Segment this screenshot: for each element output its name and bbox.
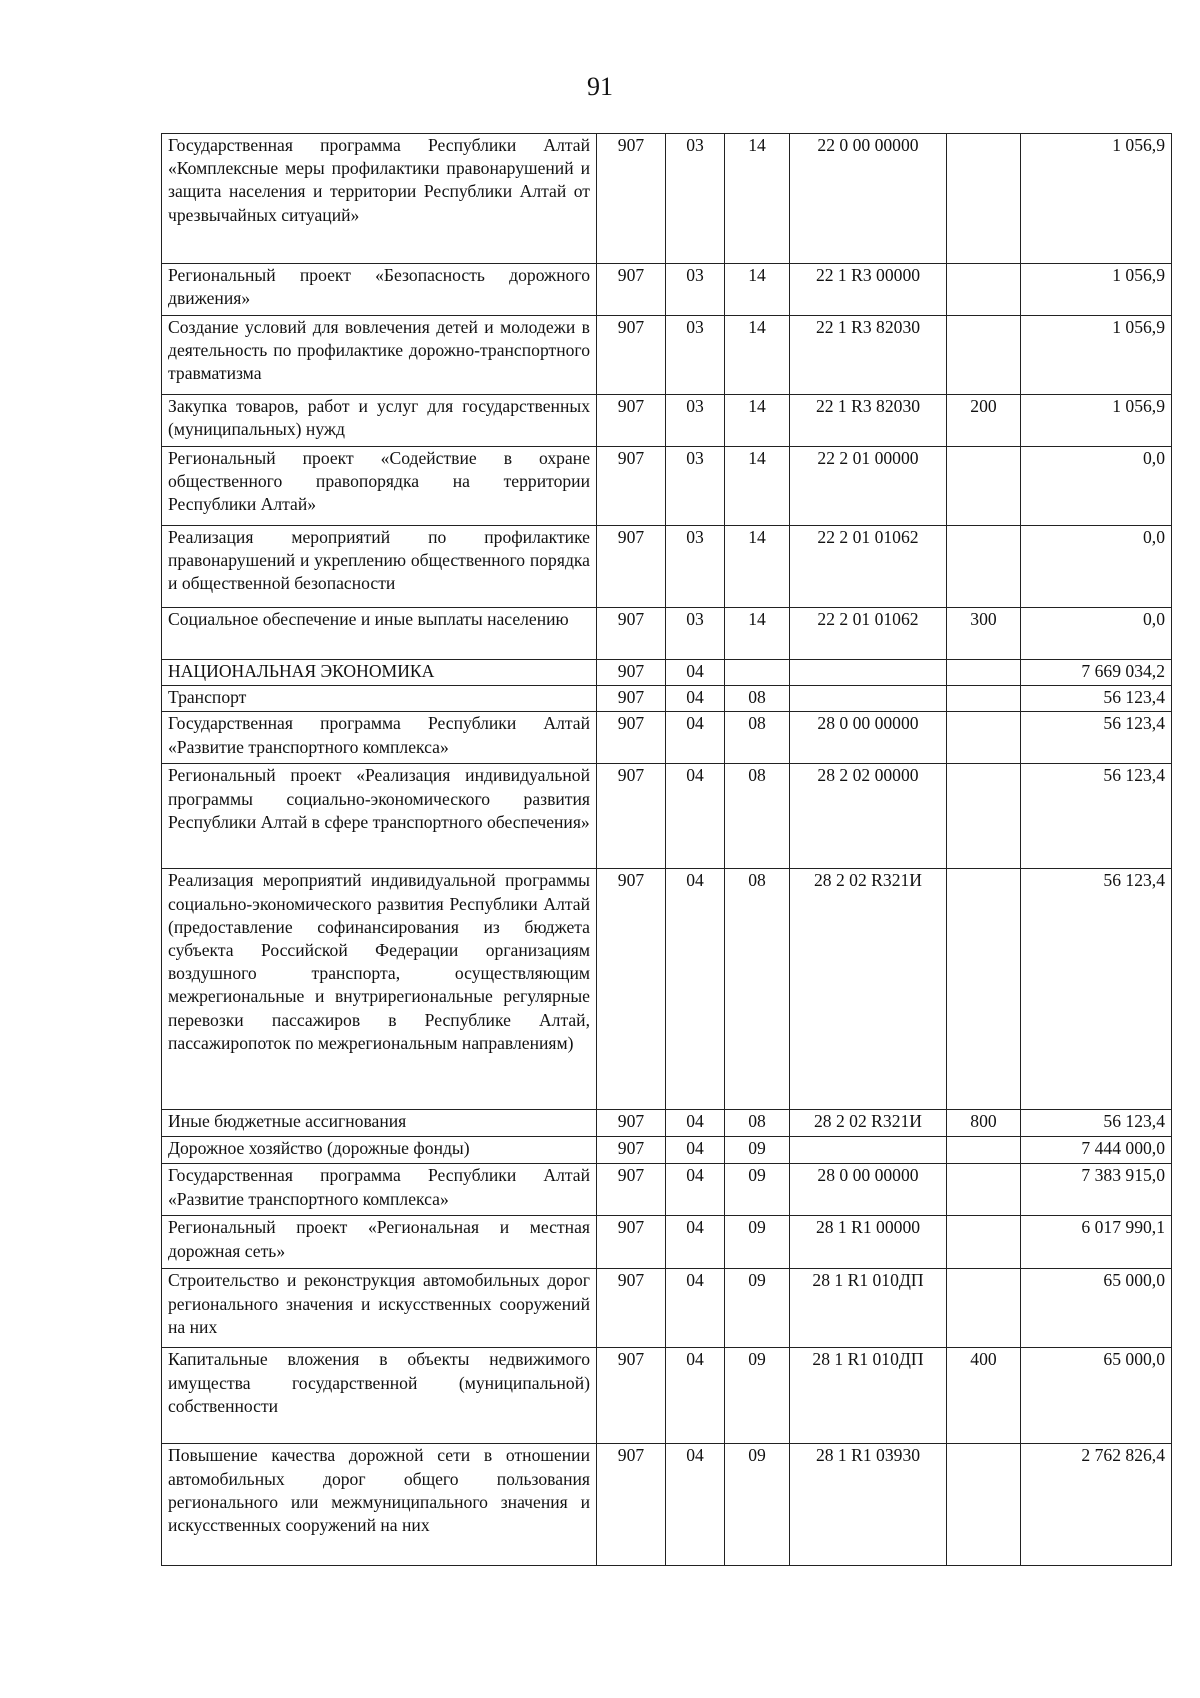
section-code-cell: 04 bbox=[666, 660, 725, 686]
subsection-code-cell: 08 bbox=[725, 764, 790, 869]
row-name-cell: Государственная программа Республики Алтай «Развитие транспортного комплекса» bbox=[162, 1164, 597, 1216]
ministry-code-cell: 907 bbox=[597, 395, 666, 447]
subsection-code-cell: 09 bbox=[725, 1137, 790, 1164]
ministry-code-cell: 907 bbox=[597, 264, 666, 316]
table-row bbox=[162, 316, 1172, 395]
section-code-cell: 04 bbox=[666, 686, 725, 712]
target-item-code-cell: 22 2 01 01062 bbox=[790, 526, 947, 608]
expense-type-code-cell bbox=[947, 1444, 1021, 1566]
target-item-code-cell: 28 2 02 00000 bbox=[790, 764, 947, 869]
target-item-code-cell: 28 1 R1 010ДП bbox=[790, 1269, 947, 1348]
expense-type-code-cell bbox=[947, 869, 1021, 1110]
expense-type-code-cell: 400 bbox=[947, 1348, 1021, 1444]
subsection-code-cell bbox=[725, 660, 790, 686]
section-code-cell: 04 bbox=[666, 1444, 725, 1566]
amount-cell: 56 123,4 bbox=[1021, 686, 1172, 712]
amount-cell: 2 762 826,4 bbox=[1021, 1444, 1172, 1566]
table-row bbox=[162, 1444, 1172, 1566]
subsection-code-cell: 14 bbox=[725, 316, 790, 395]
section-code-cell: 03 bbox=[666, 395, 725, 447]
expense-type-code-cell bbox=[947, 1164, 1021, 1216]
amount-cell: 0,0 bbox=[1021, 447, 1172, 526]
page-number: 91 bbox=[587, 72, 613, 101]
row-name-cell: Региональный проект «Безопасность дорожного движения» bbox=[162, 264, 597, 316]
amount-cell: 56 123,4 bbox=[1021, 1110, 1172, 1137]
expense-type-code-cell bbox=[947, 1216, 1021, 1269]
section-code-cell: 04 bbox=[666, 1164, 725, 1216]
table-row bbox=[162, 764, 1172, 869]
target-item-code-cell: 22 1 R3 00000 bbox=[790, 264, 947, 316]
amount-cell: 56 123,4 bbox=[1021, 712, 1172, 764]
row-name-cell: Региональный проект «Содействие в охране общественного правопорядка на территории Республики Алтай» bbox=[162, 447, 597, 526]
expense-type-code-cell bbox=[947, 686, 1021, 712]
table-row bbox=[162, 1269, 1172, 1348]
row-name-cell: Государственная программа Республики Алтай «Развитие транспортного комплекса» bbox=[162, 712, 597, 764]
section-code-cell: 03 bbox=[666, 526, 725, 608]
target-item-code-cell: 22 2 01 00000 bbox=[790, 447, 947, 526]
subsection-code-cell: 08 bbox=[725, 686, 790, 712]
ministry-code-cell: 907 bbox=[597, 316, 666, 395]
amount-cell: 0,0 bbox=[1021, 526, 1172, 608]
row-name-cell: Закупка товаров, работ и услуг для государственных (муниципальных) нужд bbox=[162, 395, 597, 447]
target-item-code-cell bbox=[790, 660, 947, 686]
subsection-code-cell: 09 bbox=[725, 1164, 790, 1216]
target-item-code-cell: 28 1 R1 010ДП bbox=[790, 1348, 947, 1444]
subsection-code-cell: 14 bbox=[725, 395, 790, 447]
table-row bbox=[162, 608, 1172, 660]
section-code-cell: 04 bbox=[666, 764, 725, 869]
expense-type-code-cell: 800 bbox=[947, 1110, 1021, 1137]
table-row bbox=[162, 134, 1172, 264]
ministry-code-cell: 907 bbox=[597, 1110, 666, 1137]
row-name-cell: Государственная программа Республики Алтай «Комплексные меры профилактики правонарушений и защита населения и территории Республики Алтай от чрезвычайных ситуаций» bbox=[162, 134, 597, 264]
target-item-code-cell: 22 2 01 01062 bbox=[790, 608, 947, 660]
budget-table bbox=[161, 133, 1172, 1566]
table-row bbox=[162, 869, 1172, 1110]
target-item-code-cell: 28 0 00 00000 bbox=[790, 1164, 947, 1216]
target-item-code-cell: 28 0 00 00000 bbox=[790, 712, 947, 764]
target-item-code-cell: 28 1 R1 03930 bbox=[790, 1444, 947, 1566]
subsection-code-cell: 08 bbox=[725, 712, 790, 764]
subsection-code-cell: 14 bbox=[725, 447, 790, 526]
expense-type-code-cell bbox=[947, 526, 1021, 608]
amount-cell: 56 123,4 bbox=[1021, 869, 1172, 1110]
table-row bbox=[162, 660, 1172, 686]
ministry-code-cell: 907 bbox=[597, 660, 666, 686]
expense-type-code-cell: 200 bbox=[947, 395, 1021, 447]
section-code-cell: 03 bbox=[666, 447, 725, 526]
row-name-cell: Транспорт bbox=[162, 686, 597, 712]
expense-type-code-cell bbox=[947, 660, 1021, 686]
row-name-cell: Реализация мероприятий по профилактике правонарушений и укреплению общественного порядка и общественной безопасности bbox=[162, 526, 597, 608]
target-item-code-cell: 28 1 R1 00000 bbox=[790, 1216, 947, 1269]
section-code-cell: 04 bbox=[666, 1269, 725, 1348]
ministry-code-cell: 907 bbox=[597, 134, 666, 264]
table-row bbox=[162, 1216, 1172, 1269]
section-code-cell: 04 bbox=[666, 712, 725, 764]
section-code-cell: 03 bbox=[666, 608, 725, 660]
subsection-code-cell: 14 bbox=[725, 134, 790, 264]
table-row bbox=[162, 1164, 1172, 1216]
subsection-code-cell: 09 bbox=[725, 1269, 790, 1348]
ministry-code-cell: 907 bbox=[597, 1216, 666, 1269]
target-item-code-cell: 22 0 00 00000 bbox=[790, 134, 947, 264]
expense-type-code-cell bbox=[947, 712, 1021, 764]
table-row bbox=[162, 1110, 1172, 1137]
row-name-cell: Строительство и реконструкция автомобильных дорог регионального значения и искусственных сооружений на них bbox=[162, 1269, 597, 1348]
target-item-code-cell bbox=[790, 1137, 947, 1164]
row-name-cell: Дорожное хозяйство (дорожные фонды) bbox=[162, 1137, 597, 1164]
expense-type-code-cell bbox=[947, 264, 1021, 316]
amount-cell: 7 383 915,0 bbox=[1021, 1164, 1172, 1216]
section-code-cell: 03 bbox=[666, 316, 725, 395]
expense-type-code-cell bbox=[947, 316, 1021, 395]
row-name-cell: Иные бюджетные ассигнования bbox=[162, 1110, 597, 1137]
row-name-cell: Повышение качества дорожной сети в отношении автомобильных дорог общего пользования регионального или межмуниципального значения и искусственных сооружений на них bbox=[162, 1444, 597, 1566]
subsection-code-cell: 14 bbox=[725, 264, 790, 316]
amount-cell: 6 017 990,1 bbox=[1021, 1216, 1172, 1269]
table-row bbox=[162, 1348, 1172, 1444]
amount-cell: 7 444 000,0 bbox=[1021, 1137, 1172, 1164]
ministry-code-cell: 907 bbox=[597, 526, 666, 608]
subsection-code-cell: 09 bbox=[725, 1444, 790, 1566]
table-row bbox=[162, 686, 1172, 712]
row-name-cell: НАЦИОНАЛЬНАЯ ЭКОНОМИКА bbox=[162, 660, 597, 686]
section-code-cell: 04 bbox=[666, 1110, 725, 1137]
amount-cell: 1 056,9 bbox=[1021, 264, 1172, 316]
ministry-code-cell: 907 bbox=[597, 764, 666, 869]
table-row bbox=[162, 395, 1172, 447]
amount-cell: 1 056,9 bbox=[1021, 134, 1172, 264]
subsection-code-cell: 08 bbox=[725, 1110, 790, 1137]
table-row bbox=[162, 447, 1172, 526]
target-item-code-cell bbox=[790, 686, 947, 712]
expense-type-code-cell: 300 bbox=[947, 608, 1021, 660]
row-name-cell: Капитальные вложения в объекты недвижимого имущества государственной (муниципальной) собственности bbox=[162, 1348, 597, 1444]
subsection-code-cell: 09 bbox=[725, 1216, 790, 1269]
section-code-cell: 04 bbox=[666, 1216, 725, 1269]
table-row bbox=[162, 712, 1172, 764]
amount-cell: 7 669 034,2 bbox=[1021, 660, 1172, 686]
amount-cell: 65 000,0 bbox=[1021, 1348, 1172, 1444]
ministry-code-cell: 907 bbox=[597, 1348, 666, 1444]
ministry-code-cell: 907 bbox=[597, 712, 666, 764]
ministry-code-cell: 907 bbox=[597, 447, 666, 526]
ministry-code-cell: 907 bbox=[597, 1137, 666, 1164]
section-code-cell: 04 bbox=[666, 1137, 725, 1164]
expense-type-code-cell bbox=[947, 134, 1021, 264]
section-code-cell: 04 bbox=[666, 869, 725, 1110]
expense-type-code-cell bbox=[947, 764, 1021, 869]
table-row bbox=[162, 526, 1172, 608]
table-row bbox=[162, 1137, 1172, 1164]
section-code-cell: 03 bbox=[666, 264, 725, 316]
ministry-code-cell: 907 bbox=[597, 1164, 666, 1216]
expense-type-code-cell bbox=[947, 447, 1021, 526]
section-code-cell: 03 bbox=[666, 134, 725, 264]
subsection-code-cell: 08 bbox=[725, 869, 790, 1110]
amount-cell: 0,0 bbox=[1021, 608, 1172, 660]
amount-cell: 1 056,9 bbox=[1021, 316, 1172, 395]
target-item-code-cell: 28 2 02 R321И bbox=[790, 1110, 947, 1137]
target-item-code-cell: 28 2 02 R321И bbox=[790, 869, 947, 1110]
subsection-code-cell: 14 bbox=[725, 526, 790, 608]
target-item-code-cell: 22 1 R3 82030 bbox=[790, 395, 947, 447]
ministry-code-cell: 907 bbox=[597, 608, 666, 660]
expense-type-code-cell bbox=[947, 1269, 1021, 1348]
ministry-code-cell: 907 bbox=[597, 1269, 666, 1348]
expense-type-code-cell bbox=[947, 1137, 1021, 1164]
subsection-code-cell: 09 bbox=[725, 1348, 790, 1444]
row-name-cell: Региональный проект «Региональная и местная дорожная сеть» bbox=[162, 1216, 597, 1269]
row-name-cell: Социальное обеспечение и иные выплаты населению bbox=[162, 608, 597, 660]
target-item-code-cell: 22 1 R3 82030 bbox=[790, 316, 947, 395]
budget-table-body bbox=[162, 134, 1172, 1566]
ministry-code-cell: 907 bbox=[597, 1444, 666, 1566]
amount-cell: 65 000,0 bbox=[1021, 1269, 1172, 1348]
table-row bbox=[162, 264, 1172, 316]
row-name-cell: Региональный проект «Реализация индивидуальной программы социально-экономического развития Республики Алтай в сфере транспортного обеспечения» bbox=[162, 764, 597, 869]
section-code-cell: 04 bbox=[666, 1348, 725, 1444]
subsection-code-cell: 14 bbox=[725, 608, 790, 660]
row-name-cell: Создание условий для вовлечения детей и молодежи в деятельность по профилактике дорожно-транспортного травматизма bbox=[162, 316, 597, 395]
row-name-cell: Реализация мероприятий индивидуальной программы социально-экономического развития Республики Алтай (предоставление софинансирования из бюджета субъекта Российской Федерации организациям воздушного транспорта, осуществляющим межрегиональные и внутрирегиональные регулярные перевозки пассажиров в Республике Алтай, пассажиропоток по межрегиональным направлениям) bbox=[162, 869, 597, 1110]
amount-cell: 1 056,9 bbox=[1021, 395, 1172, 447]
ministry-code-cell: 907 bbox=[597, 686, 666, 712]
ministry-code-cell: 907 bbox=[597, 869, 666, 1110]
amount-cell: 56 123,4 bbox=[1021, 764, 1172, 869]
